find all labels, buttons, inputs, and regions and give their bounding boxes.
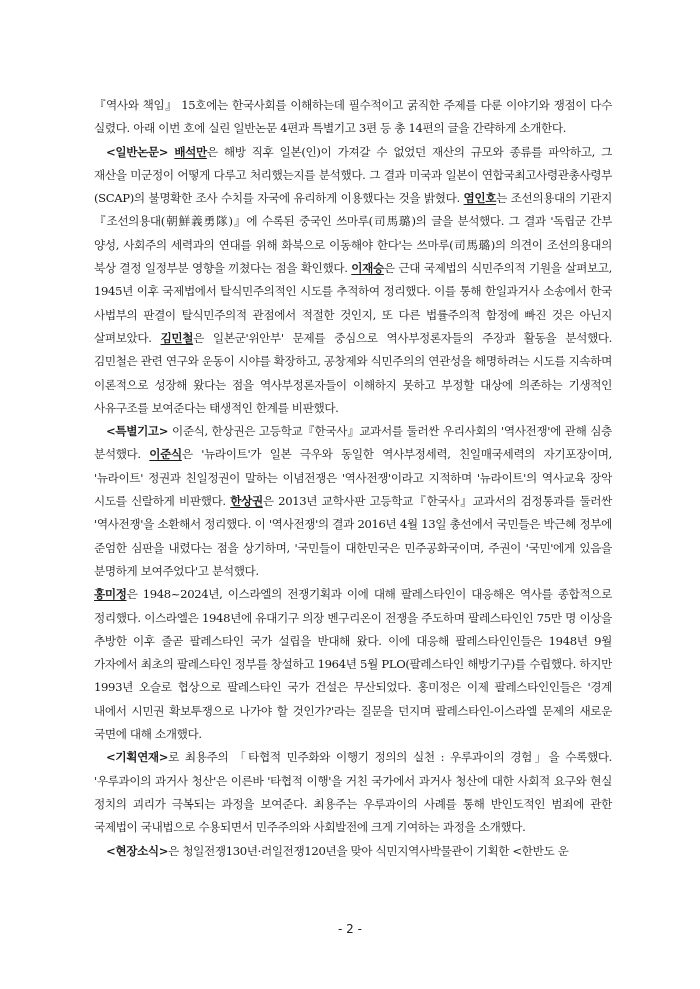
paper-summary: 은 1948~2024년, 이스라엘의 전쟁기획과 이에 대해 팔레스타인이 대응해온 역사를 종합적으로 정리했다. 이스라엘은 1948년에 유대기구 의장 벤구리온이 전쟁을 주도하며 팔레스타인인 75만 명 이상을 추방한 이후 줄곧 팔레스타인 국가 설립을 반대해 왔다. 이에 대응해 팔레스타인인들은 1948년 9월 가자에서 최초의 팔레스타인 정부를 창설하고 1964년 5월 PLO(팔레스타인 해방기구)를 수립했다. 하지만 1993년 오슬로 협상으로 팔레스타인 국가 건설은 무산되었다. 홍미정은 이제 팔레스타인인들은 '경계 내에서 시민권 확보투쟁으로 나가야 할 것인가?'라는 질문을 던지며 팔레스타인-이스라엘 문제의 새로운 국면에 대해 소개했다. <box>94 587 612 742</box>
intro-text: 『역사와 책임』 15호에는 한국사회를 이해하는데 필수적이고 굵직한 주제를 다룬 이야기와 쟁점이 다수 실렸다. 아래 이번 호에 실린 일반논문 4편과 특별기고 3편 등 총 14편의 글을 간략하게 소개한다. <box>94 98 612 136</box>
general-papers-paragraph <box>94 141 612 421</box>
intro-paragraph <box>94 94 612 141</box>
special-lead-text: 이준식, 한상권은 고등학교『한국사』교과서를 둘러싼 우리사회의 '역사전쟁'에 관해 심층 분석했다. <box>94 424 612 462</box>
paper-summary: 는 조선의용대의 기관지『조선의용대(朝鮮義勇隊)』에 수록된 중국인 쓰마루(司馬璐)의 글을 분석했다. 그 결과 '독립군 간부 양성, 사회주의 세력과의 연대를 위해 화북으로 이동해야 한다'는 쓰마루(司馬璐)의 의견이 조선의용대의 북상 결정 일정부분 영향을 끼쳤다는 점을 확인했다. <box>94 191 612 276</box>
field-news-paragraph <box>94 840 612 863</box>
author-name: 김민철 <box>160 330 194 345</box>
special-contribution-paragraph <box>94 420 612 583</box>
field-news-summary: 은 청일전쟁130년·러일전쟁120년을 맞아 식민지역사박물관이 기획한 <한반도 운 <box>168 843 569 858</box>
page-number: - 2 - <box>338 922 362 936</box>
paper-summary: 은 근대 국제법의 식민주의적 기원을 살펴보고, 1945년 이후 국제법에서 탈식민주의적인 시도를 추적하여 정리했다. 이를 통해 한일과거사 소송에서 한국 사법부의 판결이 탈식민주의적 관점에서 적절한 것인지, 또 다른 법률주의적 함정에 빠진 것은 아닌지 살펴보았다. <box>94 261 612 345</box>
author-name: 한상권 <box>230 494 263 509</box>
series-summary: 로 최용주의 「타협적 민주화와 이행기 정의의 실천 : 우루과이의 경험」을 수록했다. '우루과이의 과거사 청산'은 이른바 '타협적 이행'을 거친 국가에서 과거사 청산에 대한 사회적 요구와 현실 정치의 괴리가 극복되는 과정을 보여준다. 최용주는 우루과이의 사례를 통해 반인도적인 범죄에 관한 국제법이 국내법으로 수용되면서 민주주의와 사회발전에 크게 기여하는 과정을 소개했다. <box>94 750 612 835</box>
series-paragraph <box>94 746 612 839</box>
paper-summary: 은 2013년 교학사판 고등학교『한국사』교과서의 검정통과를 둘러싼 '역사전쟁'을 소환해서 정리했다. 이 '역사전쟁'의 결과 2016년 4월 13일 총선에서 국민들은 박근혜 정부에 준엄한 심판을 내렸다는 점을 상기하며, '국민들이 대한민국은 민주공화국이며, 주권이 '국민'에게 있음을 분명하게 보여주었다'고 분석했다. <box>94 494 612 578</box>
paper-summary: 은 '뉴라이트'가 일본 극우와 동일한 역사부정세력, 친일매국세력의 자기포장이며, '뉴라이트' 정권과 친일정권이 말하는 이념전쟁은 '역사전쟁'이라고 지적하며 '뉴라이트'의 역사교육 장악 시도를 신랄하게 비판했다. <box>94 447 612 509</box>
author-name: 이준식 <box>149 447 182 462</box>
author-name: 홍미정 <box>94 587 127 602</box>
paper-summary: 은 해방 직후 일본(인)이 가져갈 수 없었던 재산의 규모와 종류를 파악하고, 그 재산을 미군정이 어떻게 다루고 처리했는지를 분석했다. 그 결과 미국과 일본이 연합국최고사령관총사령부(SCAP)의 불명확한 조사 수치를 자국에 유리하게 이용했다는 것을 밝혔다. <box>94 144 612 206</box>
section-heading-general-papers: <일반논문> <box>106 144 169 159</box>
section-heading-special-contribution: <특별기고> <box>106 424 169 439</box>
author-name: 이재승 <box>351 261 384 276</box>
special-contribution-paragraph-2 <box>94 583 612 746</box>
section-heading-field-news: <현장소식> <box>106 843 169 858</box>
author-name: 배석만 <box>174 144 207 159</box>
section-heading-series: <기획연재> <box>106 750 169 765</box>
document-body <box>94 94 612 863</box>
author-name: 염인호 <box>463 191 497 206</box>
paper-summary: 은 일본군'위안부' 문제를 중심으로 역사부정론자들의 주장과 활동을 분석했다. 김민철은 관련 연구와 운동이 시야를 확장하고, 공창제와 식민주의의 연관성을 해명하려는 시도를 지속하며 이론적으로 성장해 왔다는 점을 역사부정론자들이 이해하지 못하고 부정할 대상에 의존하는 기생적인 사유구조를 보여준다는 태생적인 한계를 비판했다. <box>94 330 613 415</box>
